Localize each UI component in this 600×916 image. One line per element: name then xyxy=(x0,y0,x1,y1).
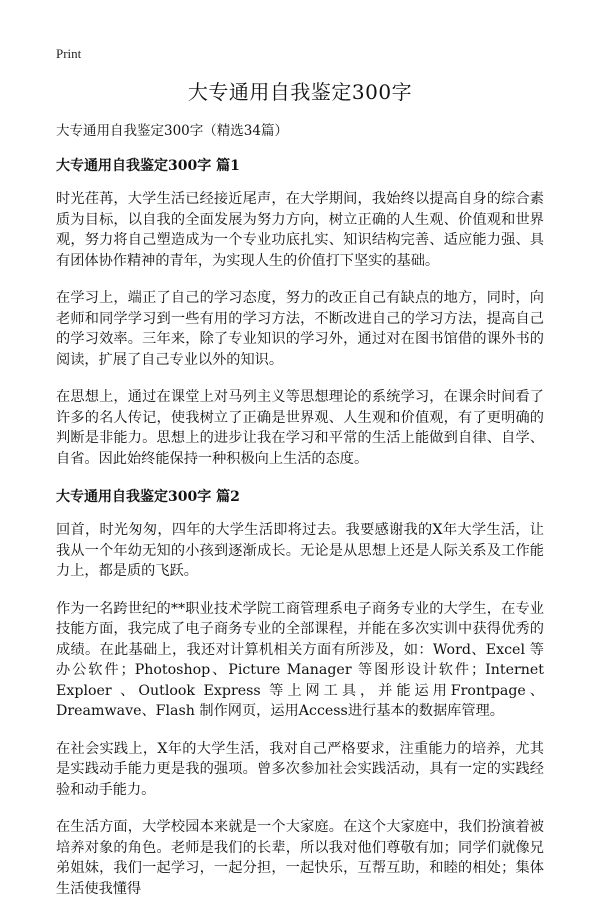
document-body xyxy=(56,76,544,916)
page-title: 大专通用自我鉴定300字 xyxy=(187,80,413,104)
paragraph: 在学习上，端正了自己的学习态度，努力的改正自己有缺点的地方，同时，向老师和同学学习到一些有用的学习方法，不断改进自己的学习方法，提高自己的学习效率。三年来，除了专业知识的学习外，通过对在图书馆借的课外书的阅读，扩展了自己专业以外的知识。 xyxy=(56,290,544,368)
section-1 xyxy=(56,155,544,469)
section-2 xyxy=(56,486,544,899)
paragraph: 在思想上，通过在课堂上对马列主义等思想理论的系统学习，在课余时间看了许多的名人传记，使我树立了正确是世界观、人生观和价值观，有了更明确的判断是非能力。思想上的进步让我在学习和平常的生活上能做到自律、自学、自省。因此始终能保持一种积极向上生活的态度。 xyxy=(56,389,544,467)
section-heading: 大专通用自我鉴定300字 篇1 xyxy=(56,158,240,174)
print-link[interactable]: Print xyxy=(56,46,82,61)
paragraph: 作为一名跨世纪的**职业技术学院工商管理系电子商务专业的大学生，在专业技能方面，我完成了电子商务专业的全部课程，并能在多次实训中获得优秀的成绩。在此基础上，我还对计算机相关方面有所涉及，如：Word、Excel 等办公软件；Photoshop、Picture Manager 等图形设计软件；Internet Exploer 、Outlook Express 等上网工具，并能运用Frontpage、Dreamwave、Flash 制作网页，运用Access进行基本的数据库管理。 xyxy=(56,600,544,719)
document-subtitle: 大专通用自我鉴定300字（精选34篇） xyxy=(56,123,288,139)
paragraph: 在生活方面，大学校园本来就是一个大家庭。在这个大家庭中，我们扮演着被培养对象的角色。老师是我们的长辈，所以我对他们尊敬有加；同学们就像兄弟姐妹，我们一起学习，一起分担，一起快乐，互帮互助，和睦的相处；集体生活使我懂得 xyxy=(56,819,544,897)
paragraph: 在社会实践上，X年的大学生活，我对自己严格要求，注重能力的培养，尤其是实践动手能力更是我的强项。曾多次参加社会实践活动，具有一定的实践经验和动手能力。 xyxy=(56,740,544,798)
paragraph: 回首，时光匆匆，四年的大学生活即将过去。我要感谢我的X年大学生活，让我从一个年幼无知的小孩到逐渐成长。无论是从思想上还是人际关系及工作能力上，都是质的飞跃。 xyxy=(56,522,544,579)
section-heading: 大专通用自我鉴定300字 篇2 xyxy=(56,489,240,505)
paragraph: 时光荏苒，大学生活已经接近尾声，在大学期间，我始终以提高自身的综合素质为目标，以自我的全面发展为努力方向，树立正确的人生观、价值观和世界观，努力将自己塑造成为一个专业功底扎实、知识结构完善、适应能力强、具有团体协作精神的青年，为实现人生的价值打下坚实的基础。 xyxy=(56,191,544,269)
